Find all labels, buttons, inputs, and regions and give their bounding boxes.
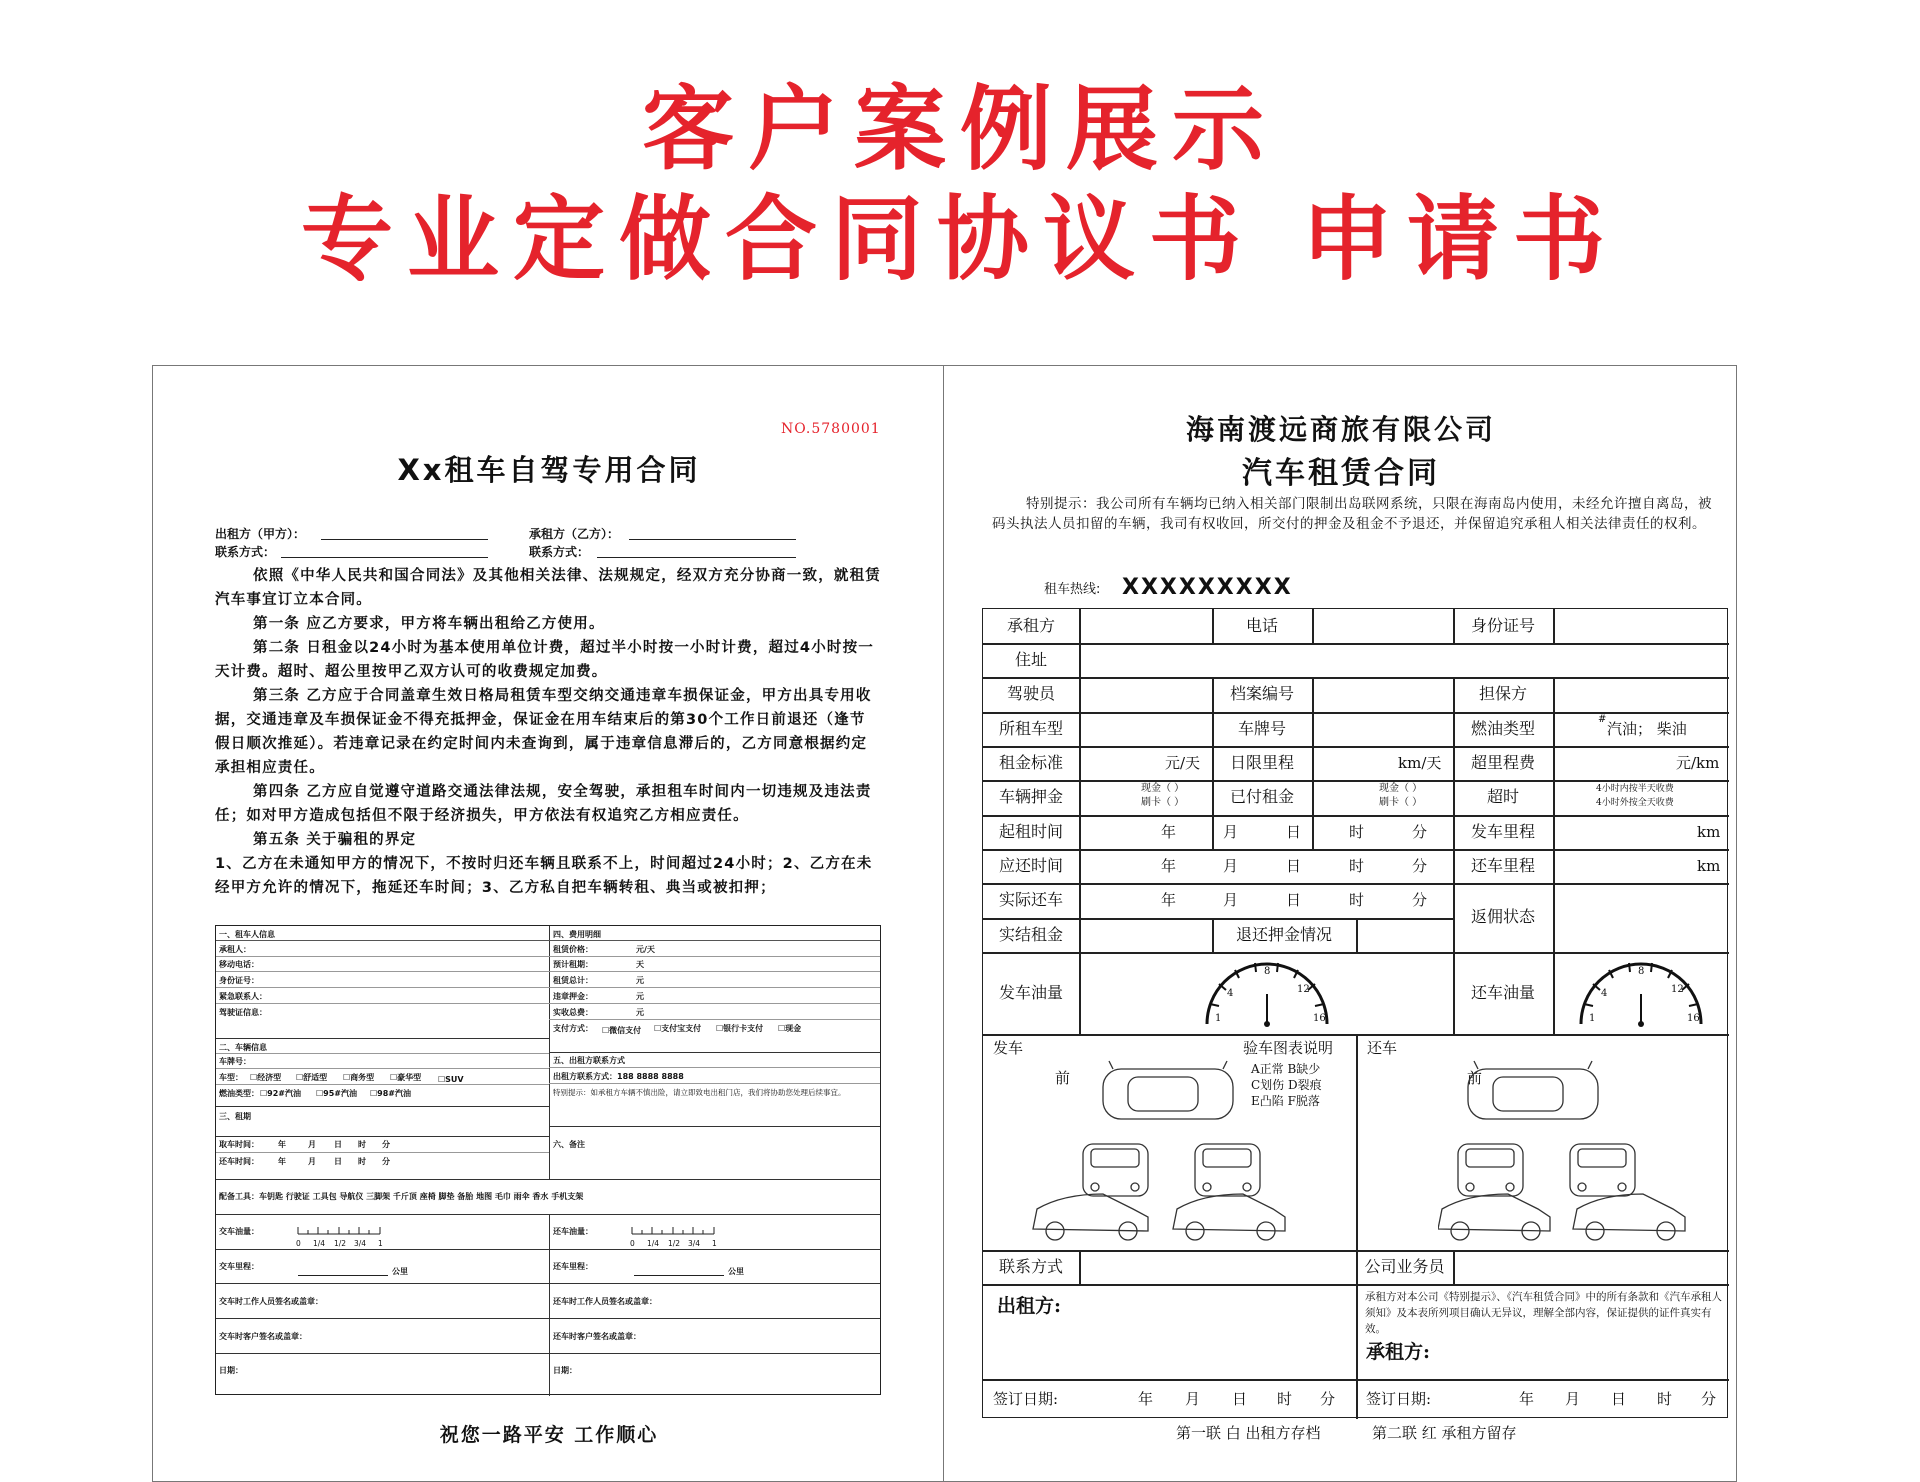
contact-b-label: 联系方式： [529,545,590,559]
out-car-label: 发车 [993,1039,1024,1057]
pickup-month: 月 [308,1140,316,1149]
start-km-label: 发车里程 [1470,822,1535,841]
due-month: 月 [1223,857,1239,875]
period-unit: 天 [636,960,644,969]
fuel-in-tick-1: 1/4 [647,1239,660,1248]
copy-2-note: 第二联 红 承租方留存 [1372,1424,1517,1442]
fuel-in-tick-0: 0 [630,1239,635,1248]
fuel-out-tick-4: 1 [378,1239,383,1248]
preamble: 依照《中华人民共和国合同法》及其他相关法律、法规规定，经双方充分协商一致，就租赁汽车事宜订立本合同。 [215,568,881,608]
contract-title: Xx租车自驾专用合同 [397,453,701,487]
in-car-label: 还车 [1367,1039,1398,1057]
section-lessor-contact: 五、出租方联系方式 [553,1056,625,1065]
tools-list: 配备工具：车钥匙 行驶证 工具包 导航仪 三脚架 千斤顶 座椅 脚垫 备胎 地图 毛巾 雨伞 香水 手机支架 [219,1192,584,1201]
fuel-in-tick-4: 1 [712,1239,717,1248]
fuel-out-tick-2: 1/2 [334,1239,347,1248]
rate-unit: 元/天 [1165,754,1201,772]
in-gauge-16: 16 [1687,1013,1700,1024]
price-label: 租赁价格： [553,945,593,954]
lessor-month: 月 [1185,1390,1201,1408]
due-minute: 分 [1412,857,1428,875]
actual-minute: 分 [1412,891,1428,909]
article-3: 第三条 乙方应于合同盖章生效日格局租赁车型交纳交通违章车损保证金，甲方出具专用收据，交通违章及车损保证金不得充抵押金，保证金在用车结束后的第30个工作日前退还（逢节假日顺次推延）。若违章记录在约定时间内未查询到，属于违章信息滞后的，乙方同意根据约定承担相应责任。 [215,688,872,776]
pickup-year: 年 [278,1140,286,1149]
model-label: 所租车型 [998,719,1063,738]
car-type-label: 车型： [219,1073,243,1082]
fuel-options: 汽油； 柴油 [1607,720,1687,738]
file-number-label: 档案编号 [1229,684,1294,703]
article-2: 第二条 日租金以24小时为基本使用单位计费，超过半小时按一小时计费，超过4小时按一天计费。超时、超公里按甲乙双方认可的收费规定加费。 [215,640,875,680]
actual-rent-label: 实结租金 [998,925,1063,944]
section-remarks: 六、备注 [553,1140,585,1149]
fuel-type-label: 燃油类型： [219,1089,259,1098]
start-minute: 分 [1412,823,1428,841]
pay-cash-checkbox[interactable]: ☐现金 [778,1024,802,1033]
start-month: 月 [1223,823,1239,841]
overtime-note-2: 4小时外按全天收费 [1596,798,1674,808]
address-label: 住址 [1014,650,1047,669]
guarantor-label: 担保方 [1478,684,1527,703]
staff-sign-in: 还车时工作人员签名或盖章： [553,1297,657,1306]
lessee-acknowledgement: 承租方对本公司《特别提示》、《汽车租赁合同》中的所有条款和《汽车承租人须知》及本表所列项目确认无异议，理解全部内容，保证提供的证件真实有效。 [1365,1291,1722,1335]
paid-rent-label: 已付租金 [1229,787,1294,806]
return-hour: 时 [358,1157,366,1166]
lessee-year: 年 [1519,1390,1535,1408]
sales-label: 公司业务员 [1364,1257,1445,1276]
lessor-day: 日 [1232,1390,1248,1408]
start-year: 年 [1161,823,1177,841]
out-gauge-12: 12 [1297,984,1310,995]
section-renter: 一、租车人信息 [219,930,275,939]
right-contract-sheet [943,365,1737,1482]
fuel-98[interactable]: ☐98#汽油 [370,1089,412,1098]
car-type-comfort[interactable]: ☐舒适型 [296,1073,328,1082]
violation-deposit-unit: 元 [636,992,644,1001]
pay-method-label: 支付方式： [553,1024,593,1033]
out-front-label: 前 [1055,1069,1071,1087]
car-type-economy[interactable]: ☐经济型 [250,1073,282,1082]
over-km-fee-unit: 元/km [1676,754,1720,772]
out-gauge-8: 8 [1264,966,1271,977]
right-title: 汽车租赁合同 [1242,456,1440,491]
fuel-out-tick-0: 0 [296,1239,301,1248]
total-unit: 元 [636,976,644,985]
plate-number-label: 车牌号 [1237,719,1286,738]
out-fuel-label: 发车油量 [998,983,1063,1002]
left-footer: 祝您一路平安 工作顺心 [439,1424,659,1446]
car-type-luxury[interactable]: ☐豪华型 [390,1073,422,1082]
banner-title: 客户案例展示 [641,76,1278,183]
lessor-notice: 特别提示：如承租方车辆不慎出险，请立即致电出租门店，我们将协助您处理后续事宜。 [553,1088,846,1097]
deposit-label: 车辆押金 [998,787,1063,806]
period-label: 预计租期： [553,960,593,969]
deposit-card: 刷卡（ ） [1141,797,1185,808]
banner-subtitle: 专业定做合同协议书 申请书 [300,186,1620,293]
return-km-unit: km [1697,857,1721,875]
in-gauge-12: 12 [1671,984,1684,995]
deposit-cash: 现金（ ） [1141,783,1185,794]
paid-rent-cash: 现金（ ） [1379,783,1423,794]
hotline-label: 租车热线: [1044,582,1101,597]
due-hour: 时 [1349,857,1365,875]
overtime-note-1: 4小时内按半天收费 [1596,784,1674,794]
license-label: 驾驶证信息： [219,1008,267,1017]
deposit-refund-label: 退还押金情况 [1235,925,1332,944]
collected-label: 实收总费： [553,1008,593,1017]
contact-label: 联系方式 [998,1257,1063,1276]
id-number-label: 身份证号 [1470,616,1535,635]
out-car-diagram-icon [1023,1049,1353,1244]
return-time-label: 还车时间： [219,1157,259,1166]
out-gauge-16: 16 [1313,1013,1326,1024]
fuel-in-tick-3: 3/4 [688,1239,701,1248]
lessee-day: 日 [1611,1390,1627,1408]
customer-sign-out: 交车时客户签名或盖章： [219,1332,307,1341]
paid-rent-card: 刷卡（ ） [1379,797,1423,808]
fuel-95[interactable]: ☐95#汽油 [316,1089,358,1098]
legend-line-2: C划伤 D裂痕 [1251,1078,1322,1092]
in-car-diagram-icon [1438,1049,1728,1244]
over-km-fee-label: 超里程费 [1470,753,1535,772]
fuel-in-label: 还车油量： [553,1227,593,1236]
return-day: 日 [334,1157,342,1166]
fuel-out-tick-1: 1/4 [313,1239,326,1248]
km-out-unit: 公里 [392,1267,408,1276]
in-gauge-1: 1 [1589,1013,1596,1024]
lessor-sign-date: 签订日期: [993,1390,1059,1408]
section-fees: 四、费用明细 [553,930,601,939]
start-day: 日 [1286,823,1302,841]
section-vehicle: 二、车辆信息 [219,1043,267,1052]
lessee-hour: 时 [1657,1390,1673,1408]
fuel-in-tick-2: 1/2 [668,1239,681,1248]
return-month: 月 [308,1157,316,1166]
in-fuel-label: 还车油量 [1470,983,1535,1002]
date-out: 日期： [219,1366,243,1375]
copy-1-note: 第一联 白 出租方存档 [1176,1424,1321,1442]
km-in-unit: 公里 [728,1267,744,1276]
left-contract-sheet [152,365,944,1482]
legend-title: 验车图表说明 [1243,1039,1334,1057]
pay-card-checkbox[interactable]: ☐银行卡支付 [716,1024,764,1033]
total-label: 租赁总计： [553,976,593,985]
in-gauge-4: 4 [1601,988,1608,999]
collected-unit: 元 [636,1008,644,1017]
article-4: 第四条 乙方应自觉遵守道路交通法律法规，安全驾驶，承担租车时间内一切违规及违法责任；如对甲方造成包括但不限于经济损失，甲方依法有权追究乙方相应责任。 [215,784,872,824]
legend-line-3: E凸陷 F脱落 [1251,1094,1320,1108]
start-time-label: 起租时间 [998,822,1063,841]
lessee-sign-label: 承租方: [1366,1341,1431,1363]
fuel-type-right-label: 燃油类型 [1470,719,1535,738]
renter-label: 承租方 [1006,616,1055,635]
actual-month: 月 [1223,891,1239,909]
staff-sign-out: 交车时工作人员签名或盖章： [219,1297,323,1306]
emergency-contact-label: 紧急联系人： [219,992,267,1001]
party-b-label: 承租方（乙方）： [529,527,620,541]
start-hour: 时 [1349,823,1365,841]
fuel-out-label: 交车油量： [219,1227,259,1236]
section-period: 三、租期 [219,1112,251,1121]
article-5: 第五条 关于骗租的界定 [253,832,417,848]
in-gauge-8: 8 [1638,966,1645,977]
violation-deposit-label: 违章押金： [553,992,593,1001]
price-unit: 元/天 [636,945,655,954]
lessor-hour: 时 [1277,1390,1293,1408]
contact-a-label: 联系方式： [215,545,276,559]
rental-info-table [215,925,881,1395]
actual-return-label: 实际还车 [998,890,1063,909]
return-year: 年 [278,1157,286,1166]
company-name: 海南渡远商旅有限公司 [1185,413,1496,446]
pickup-hour: 时 [358,1140,366,1149]
fuel-92[interactable]: ☐92#汽油 [260,1089,302,1098]
driver-label: 驾驶员 [1006,684,1055,703]
overtime-label: 超时 [1486,787,1519,806]
phone-label: 电话 [1245,616,1278,635]
car-type-business[interactable]: ☐商务型 [343,1073,375,1082]
pickup-time-label: 取车时间： [219,1140,259,1149]
pay-wechat-checkbox[interactable]: ☐微信支付 [602,1026,642,1035]
lessor-sign-label: 出租方: [997,1295,1062,1317]
actual-year: 年 [1161,891,1177,909]
out-gauge-1: 1 [1215,1013,1222,1024]
due-year: 年 [1161,857,1177,875]
mobile-label: 移动电话： [219,960,259,969]
return-minute: 分 [382,1157,390,1166]
actual-hour: 时 [1349,891,1365,909]
pay-alipay-checkbox[interactable]: ☐支付宝支付 [654,1024,702,1033]
daily-km-unit: km/天 [1398,754,1442,772]
date-in: 日期： [553,1366,577,1375]
renter-name-label: 承租人： [219,945,251,954]
daily-km-label: 日限里程 [1229,753,1294,772]
out-gauge-4: 4 [1227,988,1234,999]
plate-label: 车牌号： [219,1057,251,1066]
rate-label: 租金标准 [998,753,1063,772]
legend-line-1: A正常 B缺少 [1251,1062,1321,1076]
lessor-phone: 出租方联系方式：188 8888 8888 [553,1072,684,1081]
km-in-label: 还车里程： [553,1262,593,1271]
pickup-day: 日 [334,1140,342,1149]
km-out-label: 交车里程： [219,1262,259,1271]
commission-label: 返佣状态 [1470,907,1535,926]
party-a-label: 出租方（甲方）： [215,527,306,541]
customer-sign-in: 还车时客户签名或盖章： [553,1332,641,1341]
hotline-number: XXXXXXXXX [1122,575,1293,600]
lessee-sign-date: 签订日期: [1366,1390,1432,1408]
serial-number: NO.5780001 [781,421,881,437]
car-type-suv[interactable]: ☐SUV [438,1075,464,1084]
fuel-out-tick-3: 3/4 [354,1239,367,1248]
return-km-label: 还车里程 [1470,856,1535,875]
fuel-hash: # [1598,714,1607,725]
lessee-minute: 分 [1701,1390,1717,1408]
start-km-unit: km [1697,823,1721,841]
in-front-label: 前 [1467,1069,1483,1087]
id-label: 身份证号： [219,976,259,985]
lease-form-grid [982,608,1728,1418]
pickup-minute: 分 [382,1140,390,1149]
lessee-month: 月 [1565,1390,1581,1408]
article-1: 第一条 应乙方要求，甲方将车辆出租给乙方使用。 [253,616,605,632]
article-5-body: 1、乙方在未通知甲方的情况下，不按时归还车辆且联系不上，时间超过24小时；2、乙方在未经甲方允许的情况下，拖延还车时间；3、乙方私自把车辆转租、典当或被扣押； [215,856,873,896]
lessor-year: 年 [1138,1390,1154,1408]
due-day: 日 [1286,857,1302,875]
actual-day: 日 [1286,891,1302,909]
lessor-minute: 分 [1320,1390,1336,1408]
due-time-label: 应还时间 [998,856,1063,875]
special-notice: 特别提示：我公司所有车辆均已纳入相关部门限制出岛联网系统，只限在海南岛内使用，未经允许擅自离岛，被码头执法人员扣留的车辆，我司有权收回，所交付的押金及租金不予退还，并保留追究承租人相关法律责任的权利。 [992,496,1712,532]
